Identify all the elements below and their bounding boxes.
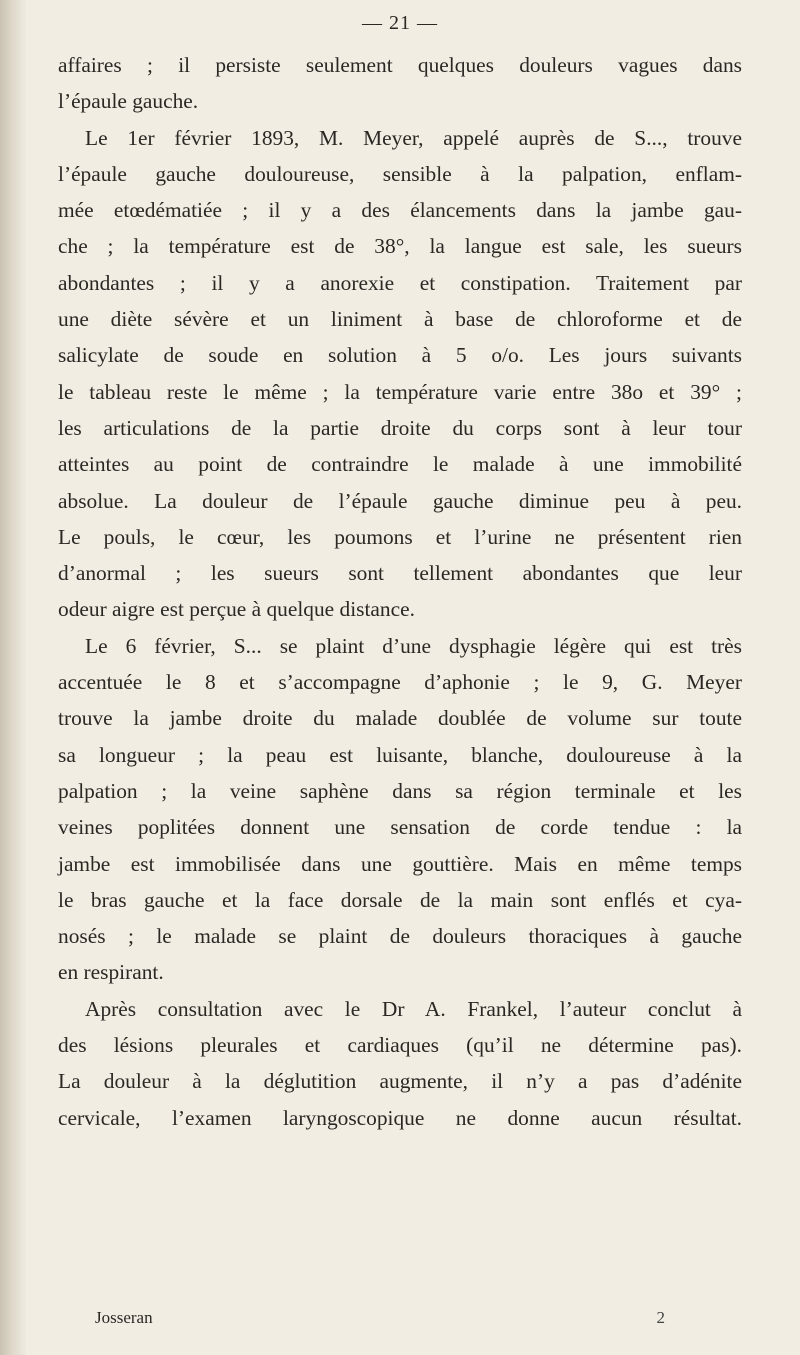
text-line: nosés ; le malade se plaint de douleurs thoraciques à gauche: [58, 924, 742, 949]
text-line: affaires ; il persiste seulement quelques douleurs vagues dans: [58, 53, 742, 77]
text-line: d’anormal ; les sueurs sont tellement abondantes que leur: [58, 561, 742, 586]
page-number: — 21 —: [362, 12, 438, 34]
footer-author: Josseran: [95, 1308, 153, 1327]
text-line: absolue. La douleur de l’épaule gauche diminue peu à peu.: [58, 488, 742, 513]
text-line: les articulations de la partie droite du corps sont à leur tour: [58, 415, 742, 440]
text-line: le tableau reste le même ; la température varie entre 38o et 39° ;: [58, 379, 742, 404]
text-line: mée etœdématiée ; il y a des élancements dans la jambe gau-: [58, 198, 742, 223]
text-line: une diète sévère et un liniment à base de chloroforme et de: [58, 307, 742, 332]
page-footer: [95, 1308, 665, 1328]
text-line: Le 6 février, S... se plaint d’une dysphagie légère qui est très: [85, 633, 742, 658]
text-line: l’épaule gauche.: [58, 89, 199, 114]
text-line: Le pouls, le cœur, les poumons et l’urine ne présentent rien: [58, 524, 742, 549]
text-line: abondantes ; il y a anorexie et constipation. Traitement par: [58, 270, 742, 295]
body-text: [58, 47, 742, 1136]
signature-mark: 2: [656, 1308, 665, 1327]
text-line: des lésions pleurales et cardiaques (qu’il ne détermine pas).: [58, 1033, 742, 1058]
text-line: l’épaule gauche douloureuse, sensible à la palpation, enflam-: [58, 161, 742, 186]
text-line: accentuée le 8 et s’accompagne d’aphonie ; le 9, G. Meyer: [58, 670, 742, 695]
text-line: salicylate de soude en solution à 5 o/o. Les jours suivants: [58, 343, 742, 368]
text-line: La douleur à la déglutition augmente, il n’y a pas d’adénite: [58, 1069, 742, 1094]
text-line: palpation ; la veine saphène dans sa région terminale et les: [58, 778, 742, 803]
text-line: Le 1er février 1893, M. Meyer, appelé auprès de S..., trouve: [85, 125, 742, 150]
text-line: jambe est immobilisée dans une gouttière. Mais en même temps: [58, 851, 742, 876]
text-line: sa longueur ; la peau est luisante, blanche, douloureuse à la: [58, 742, 742, 767]
text-line: che ; la température est de 38°, la langue est sale, les sueurs: [58, 234, 742, 259]
text-line: cervicale, l’examen laryngoscopique ne donne aucun résultat.: [58, 1105, 742, 1130]
text-line: trouve la jambe droite du malade doublée de volume sur toute: [58, 706, 742, 731]
text-line: Après consultation avec le Dr A. Frankel, l’auteur conclut à: [85, 996, 742, 1021]
text-line: odeur aigre est perçue à quelque distance.: [58, 597, 415, 622]
text-line: en respirant.: [58, 960, 164, 985]
text-line: le bras gauche et la face dorsale de la main sont enflés et cya-: [58, 887, 742, 912]
text-line: veines poplitées donnent une sensation de corde tendue : la: [58, 815, 742, 840]
text-line: atteintes au point de contraindre le malade à une immobilité: [58, 452, 742, 477]
page-binding-shadow: [0, 0, 26, 1355]
